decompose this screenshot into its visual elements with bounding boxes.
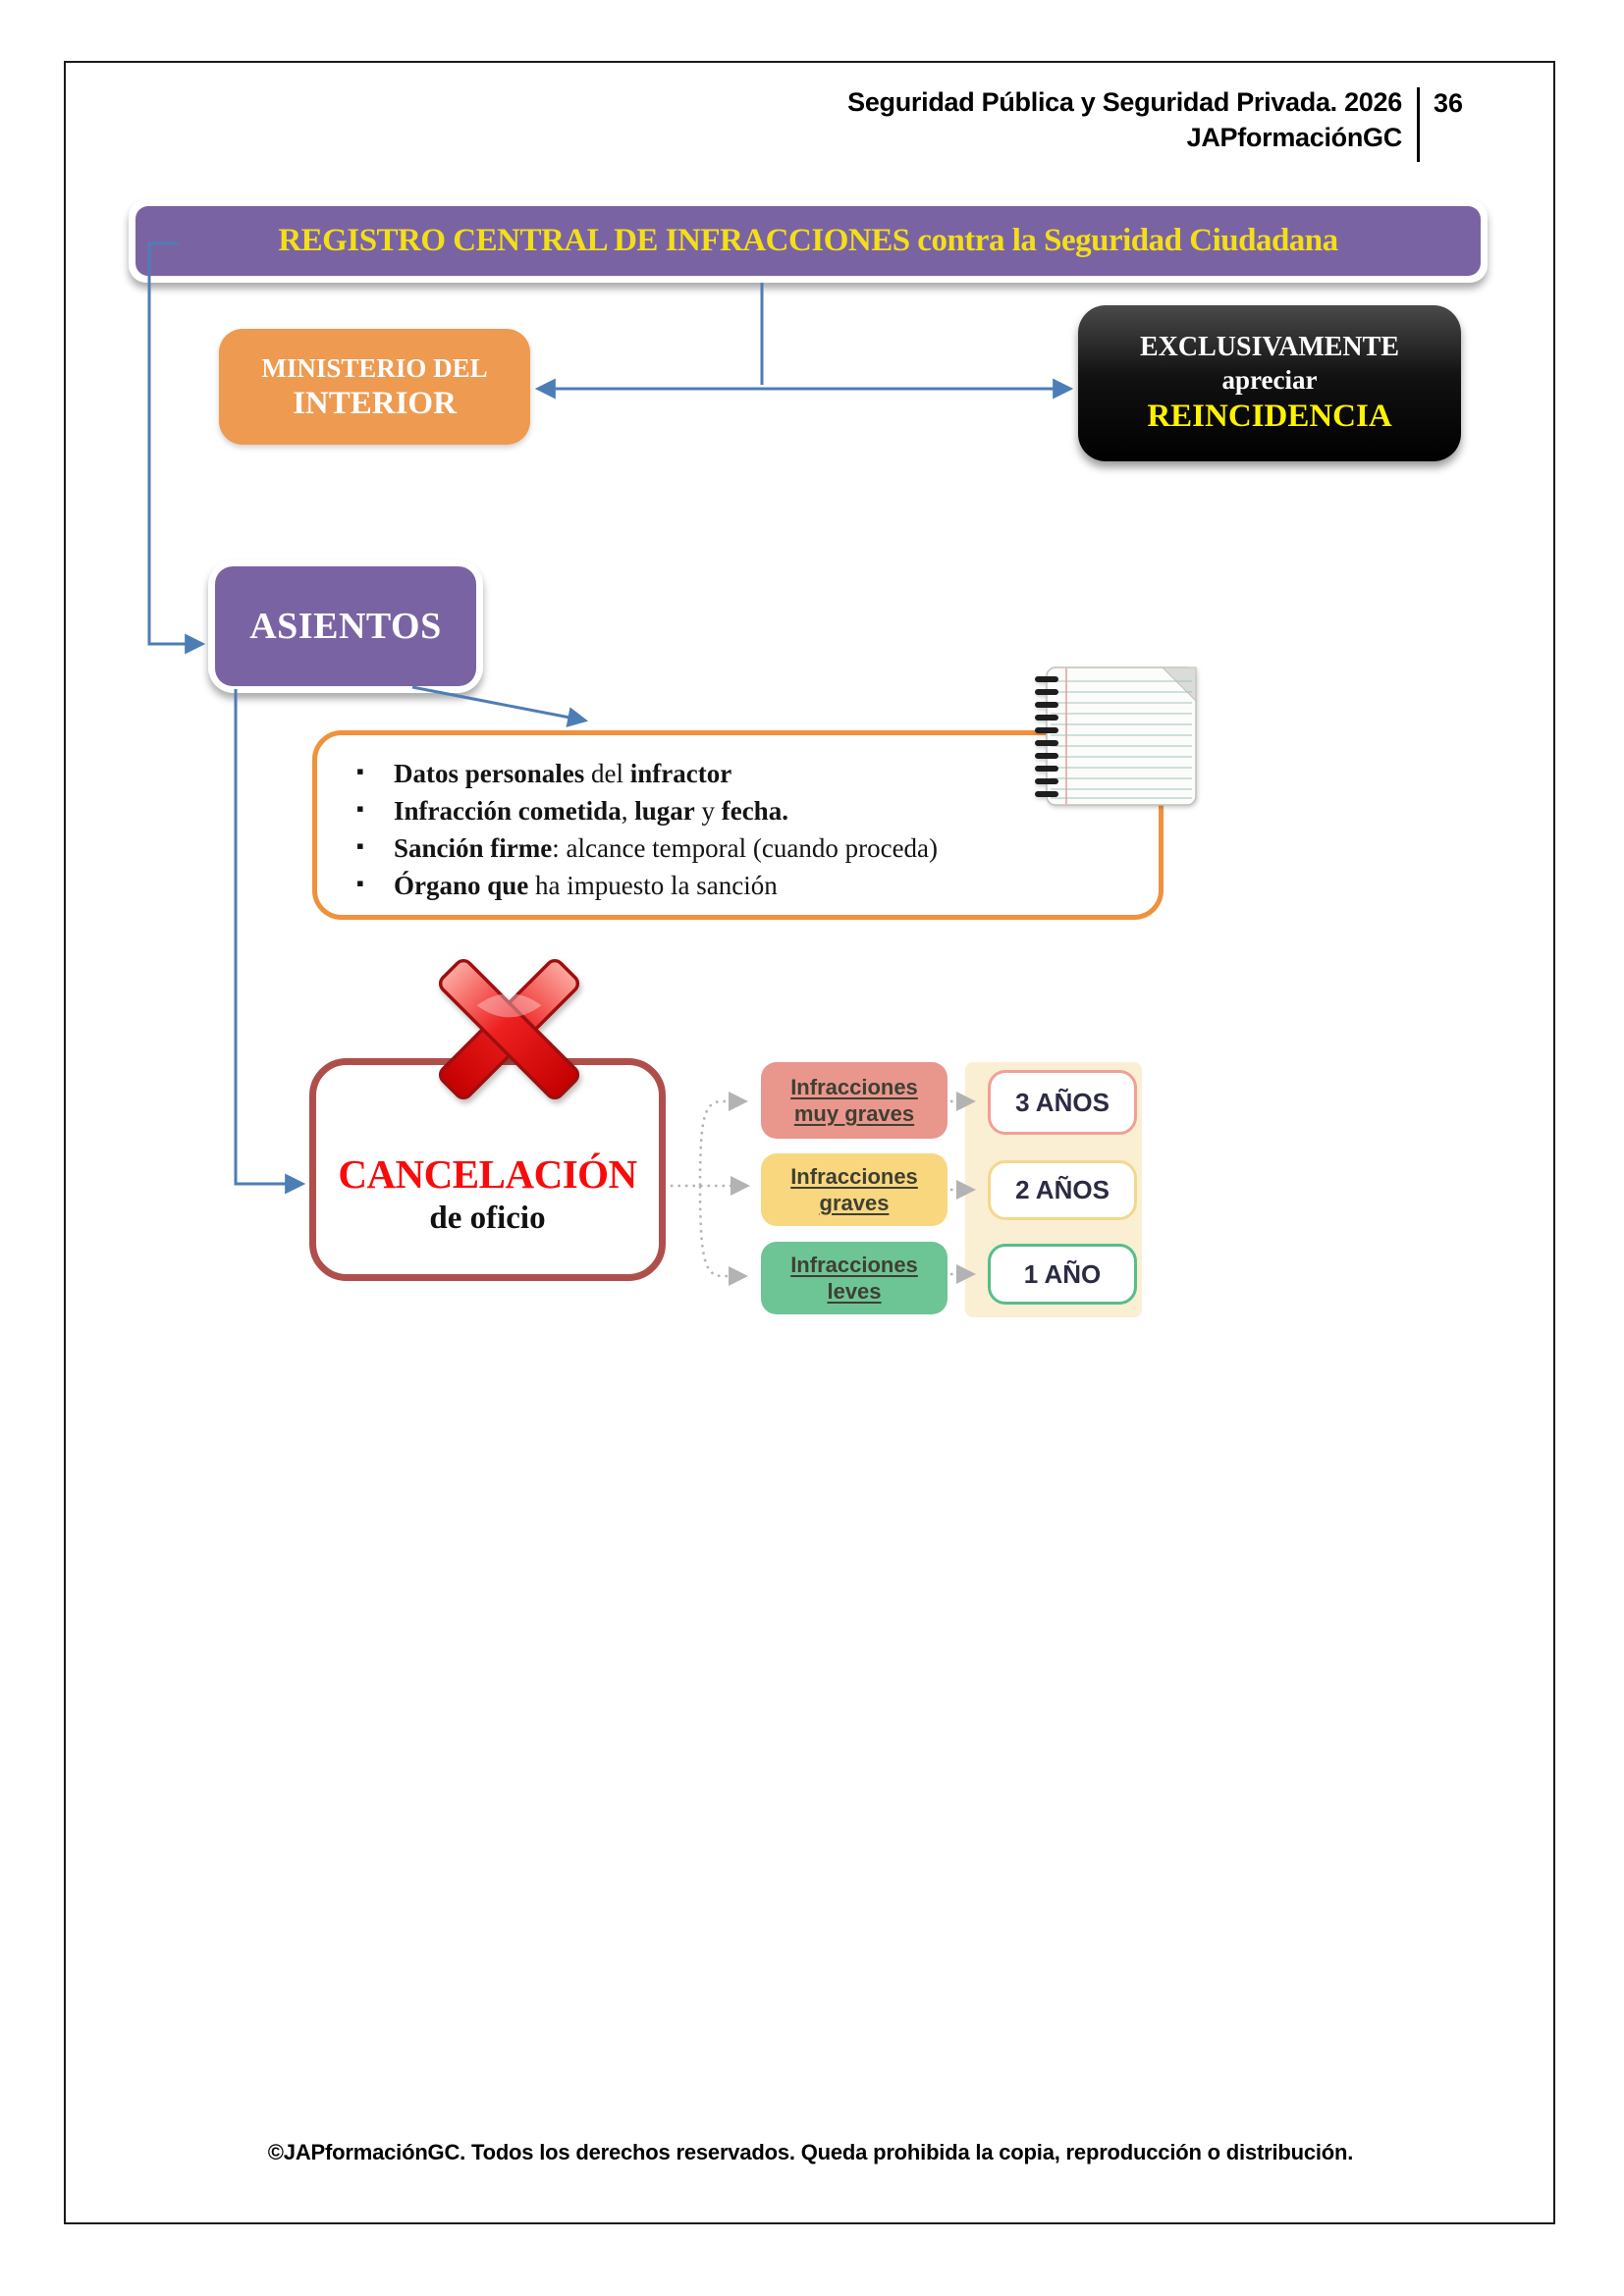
infraccion-graves-box (761, 1153, 947, 1226)
infraccion-muy-graves-box (761, 1062, 947, 1139)
infraccion-label-line1: Infracciones (790, 1164, 918, 1189)
ministerio-line1: MINISTERIO DEL (261, 352, 488, 383)
banner-title: REGISTRO CENTRAL DE INFRACCIONES contra la Seguridad Ciudadana (278, 223, 1338, 258)
ministerio-line2: INTERIOR (293, 385, 457, 421)
cancelacion-title: CANCELACIÓN (338, 1150, 637, 1197)
infraccion-label-line1: Infracciones (790, 1253, 918, 1277)
ministerio-box (219, 329, 530, 445)
notebook-icon (1031, 664, 1203, 811)
banner-frame (129, 199, 1488, 283)
duration-1-ano: 1 AÑO (988, 1244, 1137, 1305)
notebook-paper (1047, 667, 1196, 805)
asientos-label: ASIENTOS (249, 606, 442, 647)
asientos-box (215, 566, 476, 686)
red-x-bars (437, 957, 581, 1101)
red-x-icon (424, 944, 594, 1114)
infraccion-label-line2: muy graves (793, 1101, 915, 1126)
asiento-item: ▪ Infracción cometida, lugar y fecha. (351, 794, 1141, 828)
page-footer: ©JAPformaciónGC. Todos los derechos reservados. Queda prohibida la copia, reproducción o distribución. (267, 2140, 1354, 2164)
duration-3-anos: 3 AÑOS (988, 1070, 1137, 1135)
header-line1: Seguridad Pública y Seguridad Privada. 2026 (847, 87, 1402, 117)
duration-2-anos: 2 AÑOS (988, 1160, 1137, 1220)
banner (135, 206, 1481, 276)
header-line2: JAPformaciónGC (1186, 123, 1402, 152)
header-title (785, 84, 1402, 155)
infraccion-label-line1: Infracciones (790, 1075, 918, 1099)
infraccion-label-line2: graves (819, 1191, 890, 1215)
cancelacion-subtitle: de oficio (429, 1200, 546, 1236)
infraccion-leves-box (761, 1242, 947, 1314)
reincidencia-line2: apreciar (1221, 364, 1318, 395)
asientos-frame (208, 560, 483, 693)
reincidencia-highlight: REINCIDENCIA (1147, 398, 1392, 434)
page-header (785, 84, 1463, 162)
infraccion-label-line2: leves (827, 1279, 882, 1304)
reincidencia-line1: EXCLUSIVAMENTE (1140, 331, 1399, 362)
asiento-item: ▪ Sanción firme: alcance temporal (cuando proceda) (351, 831, 1141, 866)
reincidencia-box (1078, 305, 1461, 461)
header-divider (1417, 87, 1420, 162)
page-number: 36 (1433, 88, 1463, 118)
asiento-item: ▪ Órgano que ha impuesto la sanción (351, 869, 1141, 903)
asiento-item: ▪ Datos personales del infractor (351, 757, 1141, 791)
